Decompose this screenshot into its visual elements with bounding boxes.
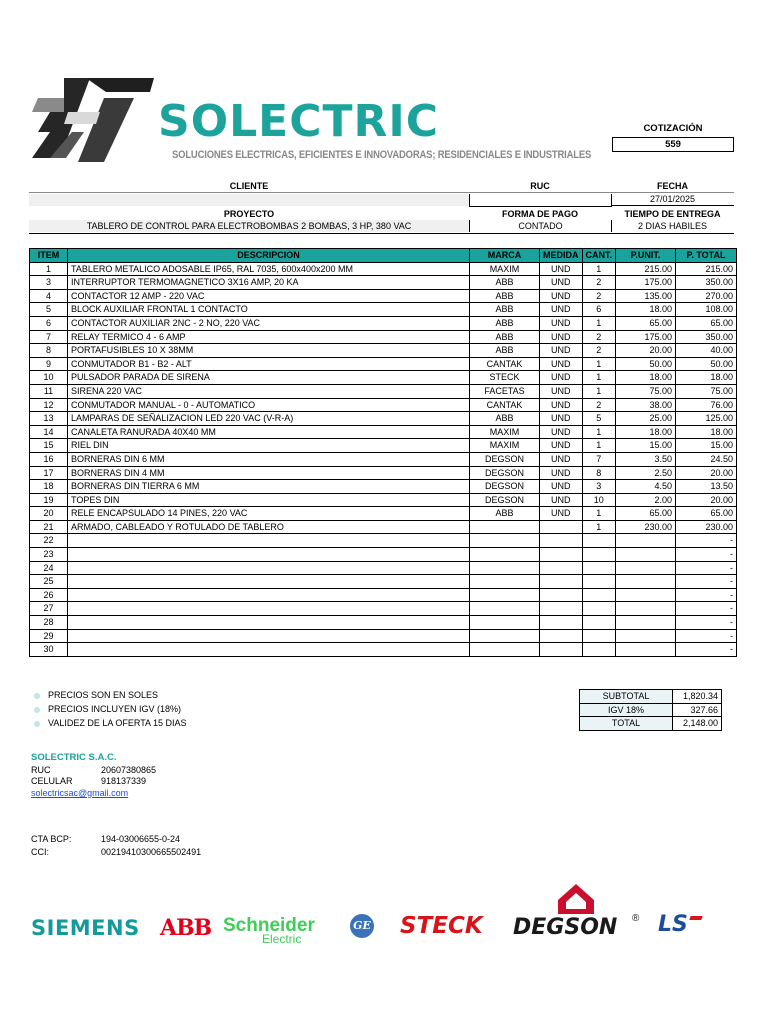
item-qty: 1 <box>582 425 616 439</box>
item-total-price: 215.00 <box>676 262 737 276</box>
item-brand: ABB <box>470 276 540 290</box>
item-description: RELAY TERMICO 4 - 6 AMP <box>68 330 470 344</box>
abb-logo: ABB <box>160 915 212 941</box>
item-unit-price <box>616 643 676 657</box>
client-field[interactable] <box>29 194 469 206</box>
item-brand <box>470 575 540 589</box>
item-qty: 1 <box>582 357 616 371</box>
item-description <box>68 548 470 562</box>
table-row <box>30 575 737 589</box>
table-row <box>30 507 737 521</box>
totals-table <box>579 689 722 731</box>
item-number: 17 <box>30 466 68 480</box>
delivery-label: TIEMPO DE ENTREGA <box>624 209 721 219</box>
table-row <box>30 262 737 276</box>
item-number: 21 <box>30 520 68 534</box>
item-unit-price <box>616 629 676 643</box>
item-qty: 3 <box>582 480 616 494</box>
table-row <box>30 398 737 412</box>
ruc-info-value: 20607380865 <box>101 765 157 775</box>
item-unit: UND <box>540 466 583 480</box>
item-unit-price <box>616 561 676 575</box>
item-description <box>68 588 470 602</box>
item-brand: ABB <box>470 330 540 344</box>
quote-number: 559 <box>612 137 734 152</box>
item-number: 6 <box>30 316 68 330</box>
item-unit-price: 38.00 <box>616 398 676 412</box>
item-total-price: 50.00 <box>676 357 737 371</box>
item-qty: 6 <box>582 303 616 317</box>
table-row <box>30 493 737 507</box>
item-total-price: 13.50 <box>676 480 737 494</box>
item-brand: DEGSON <box>470 480 540 494</box>
item-total-price: 65.00 <box>676 507 737 521</box>
item-qty: 2 <box>582 398 616 412</box>
item-unit-price <box>616 548 676 562</box>
item-brand <box>470 629 540 643</box>
item-number: 3 <box>30 276 68 290</box>
degson-registered-mark: ® <box>632 913 640 924</box>
items-table <box>29 248 737 657</box>
item-brand: ABB <box>470 344 540 358</box>
item-description: PULSADOR PARADA DE SIRENA <box>68 371 470 385</box>
item-total-price: - <box>676 561 737 575</box>
item-number: 22 <box>30 534 68 548</box>
subtotal-label: SUBTOTAL <box>580 690 673 704</box>
item-total-price: - <box>676 534 737 548</box>
item-number: 11 <box>30 384 68 398</box>
item-unit-price: 75.00 <box>616 384 676 398</box>
item-brand <box>470 534 540 548</box>
item-description: TOPES DIN <box>68 493 470 507</box>
item-qty <box>582 548 616 562</box>
item-description: CONTACTOR AUXILIAR 2NC - 2 NO, 220 VAC <box>68 316 470 330</box>
item-unit: UND <box>540 289 583 303</box>
table-row <box>30 520 737 534</box>
item-total-price: 76.00 <box>676 398 737 412</box>
item-number: 5 <box>30 303 68 317</box>
table-row <box>30 452 737 466</box>
item-qty: 2 <box>582 330 616 344</box>
table-row <box>30 616 737 630</box>
item-total-price: 350.00 <box>676 276 737 290</box>
item-number: 15 <box>30 439 68 453</box>
item-qty: 2 <box>582 289 616 303</box>
item-total-price: 65.00 <box>676 316 737 330</box>
item-number: 20 <box>30 507 68 521</box>
table-row <box>30 548 737 562</box>
item-total-price: 24.50 <box>676 452 737 466</box>
item-brand: MAXIM <box>470 425 540 439</box>
item-unit <box>540 602 583 616</box>
item-qty <box>582 534 616 548</box>
cci-label: CCI: <box>31 847 49 857</box>
schneider-logo: Schneider <box>223 915 315 936</box>
item-brand: ABB <box>470 316 540 330</box>
item-description: PORTAFUSIBLES 10 X 38MM <box>68 344 470 358</box>
item-total-price: - <box>676 548 737 562</box>
item-brand <box>470 561 540 575</box>
item-unit: UND <box>540 507 583 521</box>
item-number: 26 <box>30 588 68 602</box>
item-qty: 1 <box>582 520 616 534</box>
item-unit-price: 65.00 <box>616 507 676 521</box>
item-brand: ABB <box>470 507 540 521</box>
item-brand: CANTAK <box>470 357 540 371</box>
item-unit-price: 50.00 <box>616 357 676 371</box>
item-unit: UND <box>540 344 583 358</box>
item-qty <box>582 588 616 602</box>
item-brand <box>470 588 540 602</box>
table-row <box>30 466 737 480</box>
item-qty <box>582 602 616 616</box>
item-unit: UND <box>540 452 583 466</box>
item-unit: UND <box>540 316 583 330</box>
item-unit <box>540 629 583 643</box>
cci-value: 00219410300665502491 <box>101 847 202 857</box>
item-description: BORNERAS DIN 4 MM <box>68 466 470 480</box>
table-row <box>30 534 737 548</box>
item-qty: 1 <box>582 371 616 385</box>
table-row <box>30 412 737 426</box>
client-label: CLIENTE <box>229 181 269 191</box>
item-unit-price: 65.00 <box>616 316 676 330</box>
item-number: 30 <box>30 643 68 657</box>
ls-logo: LS <box>658 912 688 937</box>
item-number: 18 <box>30 480 68 494</box>
payment-label: FORMA DE PAGO <box>502 209 578 219</box>
item-total-price: - <box>676 616 737 630</box>
item-qty <box>582 629 616 643</box>
brand-tagline: SOLUCIONES ELECTRICAS, EFICIENTES E INNOVADORAS; RESIDENCIALES E INDUSTRIALES <box>172 149 592 161</box>
company-legal-name: SOLECTRIC S.A.C. <box>31 752 117 763</box>
item-brand <box>470 602 540 616</box>
item-brand: DEGSON <box>470 466 540 480</box>
item-brand: ABB <box>470 289 540 303</box>
item-brand: ABB <box>470 412 540 426</box>
item-unit-price: 135.00 <box>616 289 676 303</box>
table-row <box>30 480 737 494</box>
item-unit-price: 18.00 <box>616 371 676 385</box>
degson-mark-icon <box>556 882 596 916</box>
email-link[interactable]: solectricsac@gmail.com <box>31 788 129 798</box>
item-description <box>68 602 470 616</box>
item-description: TABLERO METALICO ADOSABLE IP65, RAL 7035, 600x400x200 MM <box>68 262 470 276</box>
item-unit <box>540 534 583 548</box>
item-unit <box>540 561 583 575</box>
item-brand <box>470 616 540 630</box>
item-total-price: 20.00 <box>676 493 737 507</box>
item-unit <box>540 548 583 562</box>
note-item: PRECIOS SON EN SOLES <box>34 690 158 700</box>
item-number: 23 <box>30 548 68 562</box>
item-total-price: - <box>676 575 737 589</box>
item-brand: DEGSON <box>470 452 540 466</box>
ls-accent-icon <box>689 916 702 920</box>
item-unit: UND <box>540 480 583 494</box>
item-unit: UND <box>540 262 583 276</box>
item-brand: MAXIM <box>470 439 540 453</box>
item-description: INTERRUPTOR TERMOMAGNETICO 3X16 AMP, 20 KA <box>68 276 470 290</box>
item-number: 25 <box>30 575 68 589</box>
table-row <box>30 330 737 344</box>
payment-value: CONTADO <box>469 220 612 232</box>
item-unit-price: 25.00 <box>616 412 676 426</box>
item-unit: UND <box>540 371 583 385</box>
date-label: FECHA <box>657 181 688 191</box>
col-header-brand: MARCA <box>470 249 540 263</box>
note-item: PRECIOS INCLUYEN IGV (18%) <box>34 704 181 714</box>
item-qty <box>582 575 616 589</box>
siemens-logo: SIEMENS <box>31 916 140 940</box>
item-number: 16 <box>30 452 68 466</box>
item-total-price: - <box>676 602 737 616</box>
item-qty <box>582 561 616 575</box>
quote-label: COTIZACIÓN <box>643 123 703 134</box>
item-description <box>68 575 470 589</box>
divider <box>29 233 734 234</box>
item-unit: UND <box>540 303 583 317</box>
note-item: VALIDEZ DE LA OFERTA 15 DIAS <box>34 718 187 728</box>
brand-name: SOLECTRIC <box>158 96 440 147</box>
item-qty: 1 <box>582 262 616 276</box>
item-unit-price <box>616 588 676 602</box>
item-qty: 10 <box>582 493 616 507</box>
ruc-field[interactable] <box>469 194 612 207</box>
item-total-price: 75.00 <box>676 384 737 398</box>
item-total-price: - <box>676 629 737 643</box>
item-brand <box>470 548 540 562</box>
degson-logo: DEGSON <box>513 915 618 940</box>
phone-label: CELULAR <box>31 776 73 786</box>
steck-logo: STECK <box>400 913 483 939</box>
total-row <box>580 717 722 731</box>
item-description: LAMPARAS DE SEÑALIZACION LED 220 VAC (V-R-A) <box>68 412 470 426</box>
igv-row <box>580 703 722 717</box>
item-description: CANALETA RANURADA 40X40 MM <box>68 425 470 439</box>
item-unit-price: 215.00 <box>616 262 676 276</box>
item-qty: 2 <box>582 344 616 358</box>
item-description <box>68 616 470 630</box>
item-description: RELE ENCAPSULADO 14 PINES, 220 VAC <box>68 507 470 521</box>
delivery-value: 2 DIAS HABILES <box>637 221 708 231</box>
col-header-total-price: P. TOTAL <box>676 249 737 263</box>
bank-account-label: CTA BCP: <box>31 834 72 844</box>
item-number: 12 <box>30 398 68 412</box>
item-qty <box>582 643 616 657</box>
item-total-price: 108.00 <box>676 303 737 317</box>
item-number: 29 <box>30 629 68 643</box>
item-brand: FACETAS <box>470 384 540 398</box>
item-brand: CANTAK <box>470 398 540 412</box>
subtotal-row <box>580 690 722 704</box>
col-header-description: DESCRIPCION <box>68 249 470 263</box>
table-row <box>30 357 737 371</box>
phone-value: 918137339 <box>101 776 147 786</box>
item-unit-price: 15.00 <box>616 439 676 453</box>
item-qty <box>582 616 616 630</box>
item-unit-price <box>616 616 676 630</box>
item-unit-price: 18.00 <box>616 425 676 439</box>
item-unit-price: 18.00 <box>616 303 676 317</box>
item-qty: 2 <box>582 276 616 290</box>
item-total-price: 270.00 <box>676 289 737 303</box>
item-unit-price: 3.50 <box>616 452 676 466</box>
item-qty: 5 <box>582 412 616 426</box>
item-description: CONTACTOR 12 AMP - 220 VAC <box>68 289 470 303</box>
date-value: 27/01/2025 <box>611 193 734 206</box>
item-number: 27 <box>30 602 68 616</box>
item-unit: UND <box>540 357 583 371</box>
item-brand: DEGSON <box>470 493 540 507</box>
bullet-icon <box>34 693 40 699</box>
project-label: PROYECTO <box>223 209 275 219</box>
item-unit-price <box>616 534 676 548</box>
igv-label: IGV 18% <box>580 703 673 717</box>
item-unit: UND <box>540 384 583 398</box>
item-brand: STECK <box>470 371 540 385</box>
item-total-price: - <box>676 588 737 602</box>
item-description: SIRENA 220 VAC <box>68 384 470 398</box>
item-unit: UND <box>540 330 583 344</box>
ruc-info-label: RUC <box>31 765 51 775</box>
item-brand <box>470 520 540 534</box>
project-value: TABLERO DE CONTROL PARA ELECTROBOMBAS 2 BOMBAS, 3 HP, 380 VAC <box>29 220 469 232</box>
item-unit-price: 20.00 <box>616 344 676 358</box>
item-total-price: 18.00 <box>676 371 737 385</box>
item-description: BORNERAS DIN 6 MM <box>68 452 470 466</box>
subtotal-value: 1,820.34 <box>673 690 722 704</box>
item-description <box>68 643 470 657</box>
item-unit: UND <box>540 412 583 426</box>
item-description: ARMADO, CABLEADO Y ROTULADO DE TABLERO <box>68 520 470 534</box>
item-number: 19 <box>30 493 68 507</box>
item-description <box>68 534 470 548</box>
item-qty: 8 <box>582 466 616 480</box>
table-row <box>30 425 737 439</box>
table-header-row <box>30 249 737 263</box>
col-header-unit-price: P.UNIT. <box>616 249 676 263</box>
bullet-icon <box>34 721 40 727</box>
item-number: 1 <box>30 262 68 276</box>
item-total-price: - <box>676 643 737 657</box>
item-total-price: 125.00 <box>676 412 737 426</box>
item-unit: UND <box>540 493 583 507</box>
item-total-price: 230.00 <box>676 520 737 534</box>
item-unit-price <box>616 602 676 616</box>
item-unit-price: 2.50 <box>616 466 676 480</box>
item-unit <box>540 520 583 534</box>
table-row <box>30 561 737 575</box>
item-unit-price: 4.50 <box>616 480 676 494</box>
item-unit-price <box>616 575 676 589</box>
item-brand: MAXIM <box>470 262 540 276</box>
item-unit-price: 175.00 <box>616 276 676 290</box>
schneider-logo-sub: Electric <box>262 932 302 946</box>
item-unit <box>540 575 583 589</box>
table-row <box>30 643 737 657</box>
item-total-price: 350.00 <box>676 330 737 344</box>
table-row <box>30 276 737 290</box>
item-qty: 7 <box>582 452 616 466</box>
table-row <box>30 602 737 616</box>
item-description <box>68 629 470 643</box>
items-table-body <box>30 262 737 656</box>
item-unit: UND <box>540 398 583 412</box>
table-row <box>30 289 737 303</box>
item-qty: 1 <box>582 439 616 453</box>
item-unit: UND <box>540 425 583 439</box>
item-description: BLOCK AUXILIAR FRONTAL 1 CONTACTO <box>68 303 470 317</box>
bullet-icon <box>34 707 40 713</box>
item-brand <box>470 643 540 657</box>
item-number: 28 <box>30 616 68 630</box>
item-description: CONMUTADOR MANUAL - 0 - AUTOMATICO <box>68 398 470 412</box>
item-number: 9 <box>30 357 68 371</box>
item-total-price: 20.00 <box>676 466 737 480</box>
item-number: 14 <box>30 425 68 439</box>
item-qty: 1 <box>582 384 616 398</box>
item-number: 7 <box>30 330 68 344</box>
table-row <box>30 588 737 602</box>
col-header-item: ITEM <box>30 249 68 263</box>
table-row <box>30 303 737 317</box>
table-row <box>30 316 737 330</box>
item-description: CONMUTADOR B1 - B2 - ALT <box>68 357 470 371</box>
igv-value: 327.66 <box>673 703 722 717</box>
item-number: 13 <box>30 412 68 426</box>
item-number: 24 <box>30 561 68 575</box>
item-number: 4 <box>30 289 68 303</box>
table-row <box>30 384 737 398</box>
item-number: 8 <box>30 344 68 358</box>
ge-logo: GE <box>350 914 374 938</box>
item-qty: 1 <box>582 316 616 330</box>
item-unit <box>540 643 583 657</box>
item-description: RIEL DIN <box>68 439 470 453</box>
item-unit: UND <box>540 276 583 290</box>
item-brand: ABB <box>470 303 540 317</box>
total-label: TOTAL <box>580 717 673 731</box>
total-value: 2,148.00 <box>673 717 722 731</box>
item-unit <box>540 588 583 602</box>
item-unit-price: 175.00 <box>616 330 676 344</box>
col-header-unit: MEDIDA <box>540 249 583 263</box>
item-unit <box>540 616 583 630</box>
ruc-label: RUC <box>530 181 550 191</box>
item-number: 10 <box>30 371 68 385</box>
item-total-price: 40.00 <box>676 344 737 358</box>
item-description: BORNERAS DIN TIERRA 6 MM <box>68 480 470 494</box>
table-row <box>30 439 737 453</box>
solectric-logo-mark <box>30 72 154 164</box>
item-description <box>68 561 470 575</box>
table-row <box>30 344 737 358</box>
item-qty: 1 <box>582 507 616 521</box>
item-total-price: 15.00 <box>676 439 737 453</box>
item-unit-price: 230.00 <box>616 520 676 534</box>
item-unit: UND <box>540 439 583 453</box>
item-unit-price: 2.00 <box>616 493 676 507</box>
table-row <box>30 371 737 385</box>
bank-account-value: 194-03006655-0-24 <box>101 834 181 844</box>
table-row <box>30 629 737 643</box>
col-header-qty: CANT. <box>582 249 616 263</box>
item-total-price: 18.00 <box>676 425 737 439</box>
